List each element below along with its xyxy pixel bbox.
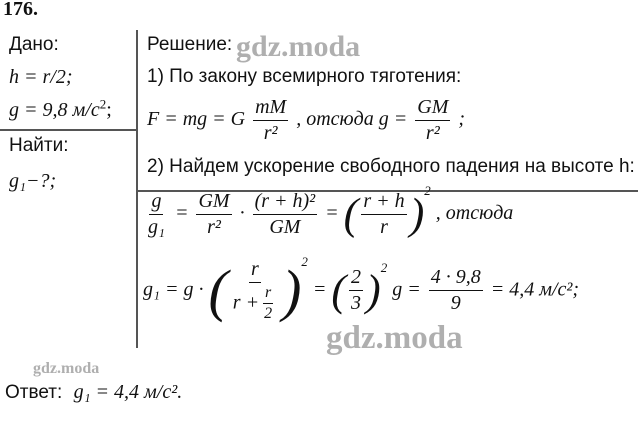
equation-2: $\frac{g}{\text{g₁}}$ = $\frac{GM}{\text{r²}}$ · $\frac{\text{(r + h)²}}{GM}$ = ( $\frac{r + h}{r}$ )$^2$ , отсюда	[148, 183, 514, 239]
watermark-small: gdz.moda	[33, 360, 100, 377]
watermark-bottom: gdz.moda	[326, 320, 463, 356]
given-line-1: h = r/2;	[9, 66, 73, 88]
answer-line: Ответ: g₁ = 4,4 м/с².	[5, 381, 183, 403]
equation-3: g₁ = g · ( r r + $\frac{r}{2}$ )$^2$ = ( $\frac{2}{3}$ )$^2$ g = $\frac{4 \cdot 9,8}{9}$ = 4,4 м/с²;	[143, 253, 580, 323]
column-divider	[136, 30, 138, 348]
given-label: Дано:	[9, 34, 59, 55]
step-2: 2) Найдем ускорение свободного падения на высоте h:	[147, 156, 635, 177]
given-line-2: g = 9,8 $м/с^2$;	[9, 96, 112, 121]
equation-1: F = mg = G $\frac{mM}{\text{r²}}$ , отсюда g = $\frac{GM}{\text{r²}}$ ;	[147, 96, 466, 144]
problem-number: 176.	[3, 0, 38, 20]
solution-label: Решение:	[147, 34, 233, 55]
watermark-top: gdz.moda	[236, 30, 361, 63]
find-value: g₁−?;	[9, 170, 57, 192]
step-1: 1) По закону всемирного тяготения:	[147, 66, 462, 87]
find-label: Найти:	[9, 135, 69, 156]
given-divider	[0, 129, 136, 131]
